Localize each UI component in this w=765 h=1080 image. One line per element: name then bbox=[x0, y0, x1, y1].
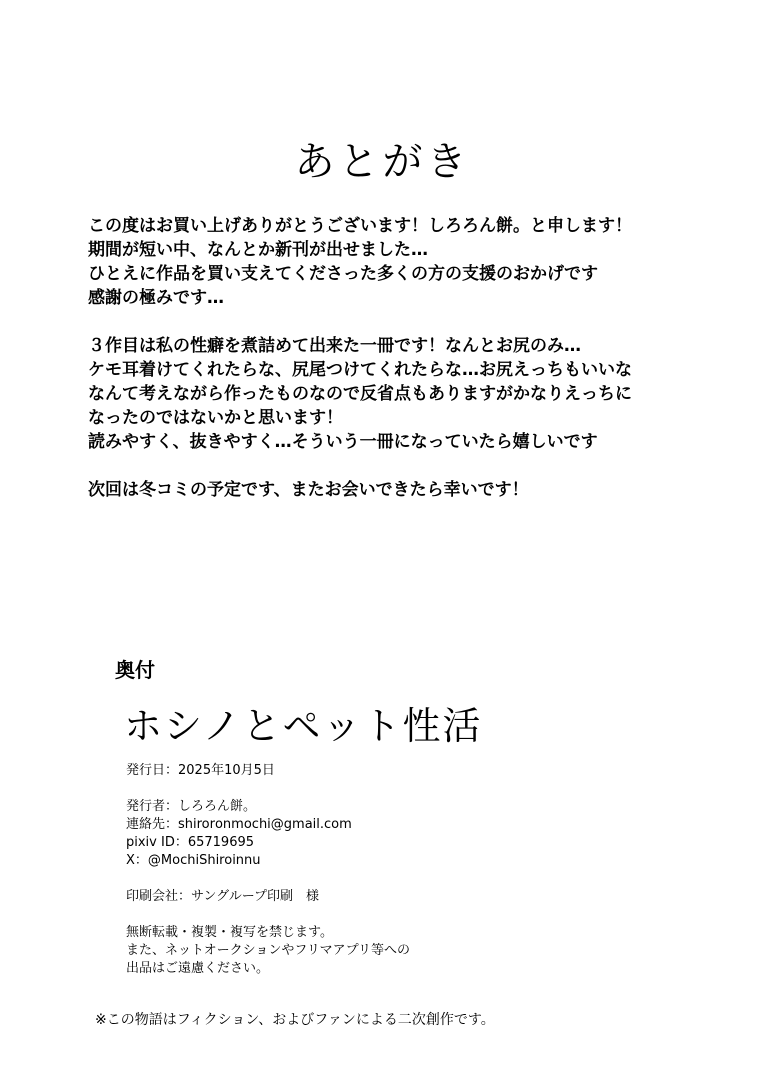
afterword-line: 次回は冬コミの予定です、またお会いできたら幸いです！ bbox=[88, 480, 529, 500]
afterword-paragraph-1 bbox=[88, 214, 728, 310]
afterword-line: なんて考えながら作ったものなので反省点もありますがかなりえっちに bbox=[88, 384, 632, 404]
printer-name: 印刷会社：サングループ印刷 様 bbox=[126, 889, 320, 904]
afterword-line: 読みやすく、抜きやすく…そういう一冊になっていたら嬉しいです bbox=[88, 432, 598, 452]
afterword-line: ひとえに作品を買い支えてくださった多くの方の支援のおかげです bbox=[88, 264, 598, 284]
book-title: ホシノとペット性活 bbox=[124, 704, 483, 748]
colophon-info bbox=[126, 762, 686, 996]
publish-date: 発行日：2025年10月5日 bbox=[126, 763, 275, 778]
publisher-name: 発行者：しろろん餅。 bbox=[126, 799, 257, 814]
pixiv-id: pixiv ID：65719695 bbox=[126, 835, 255, 850]
notice-line: 出品はご遠慮ください。 bbox=[126, 961, 270, 976]
afterword-line: ケモ耳着けてくれたらな、尻尾つけてくれたらな…お尻えっちもいいな bbox=[88, 360, 632, 380]
afterword-line: 期間が短い中、なんとか新刊が出せました… bbox=[88, 240, 428, 260]
afterword-paragraph-3 bbox=[88, 478, 728, 502]
afterword-paragraph-2 bbox=[88, 334, 728, 454]
publisher-info-group bbox=[126, 798, 686, 870]
contact-email: 連絡先：shirorоnmochi@gmail.com bbox=[126, 817, 352, 832]
afterword-line: この度はお買い上げありがとうございます！しろろん餅。と申します！ bbox=[88, 216, 632, 236]
notice-group bbox=[126, 924, 686, 978]
publish-date-group bbox=[126, 762, 686, 780]
fiction-disclaimer: ※この物語はフィクション、およびファンによる二次創作です。 bbox=[95, 1012, 495, 1028]
afterword-title: あとがき bbox=[294, 139, 471, 185]
afterword-line: なったのではないかと思います！ bbox=[88, 408, 343, 428]
afterword-body bbox=[88, 214, 728, 526]
x-handle: X：@MochiShiroinnu bbox=[126, 853, 261, 868]
printer-group bbox=[126, 888, 686, 906]
notice-line: また、ネットオークションやフリマアプリ等への bbox=[126, 943, 411, 958]
afterword-line: ３作目は私の性癖を煮詰めて出来た一冊です！なんとお尻のみ… bbox=[88, 336, 581, 356]
afterword-line: 感謝の極みです… bbox=[88, 288, 224, 308]
notice-line: 無断転載・複製・複写を禁じます。 bbox=[126, 925, 333, 940]
colophon-heading: 奥付 bbox=[115, 658, 155, 682]
